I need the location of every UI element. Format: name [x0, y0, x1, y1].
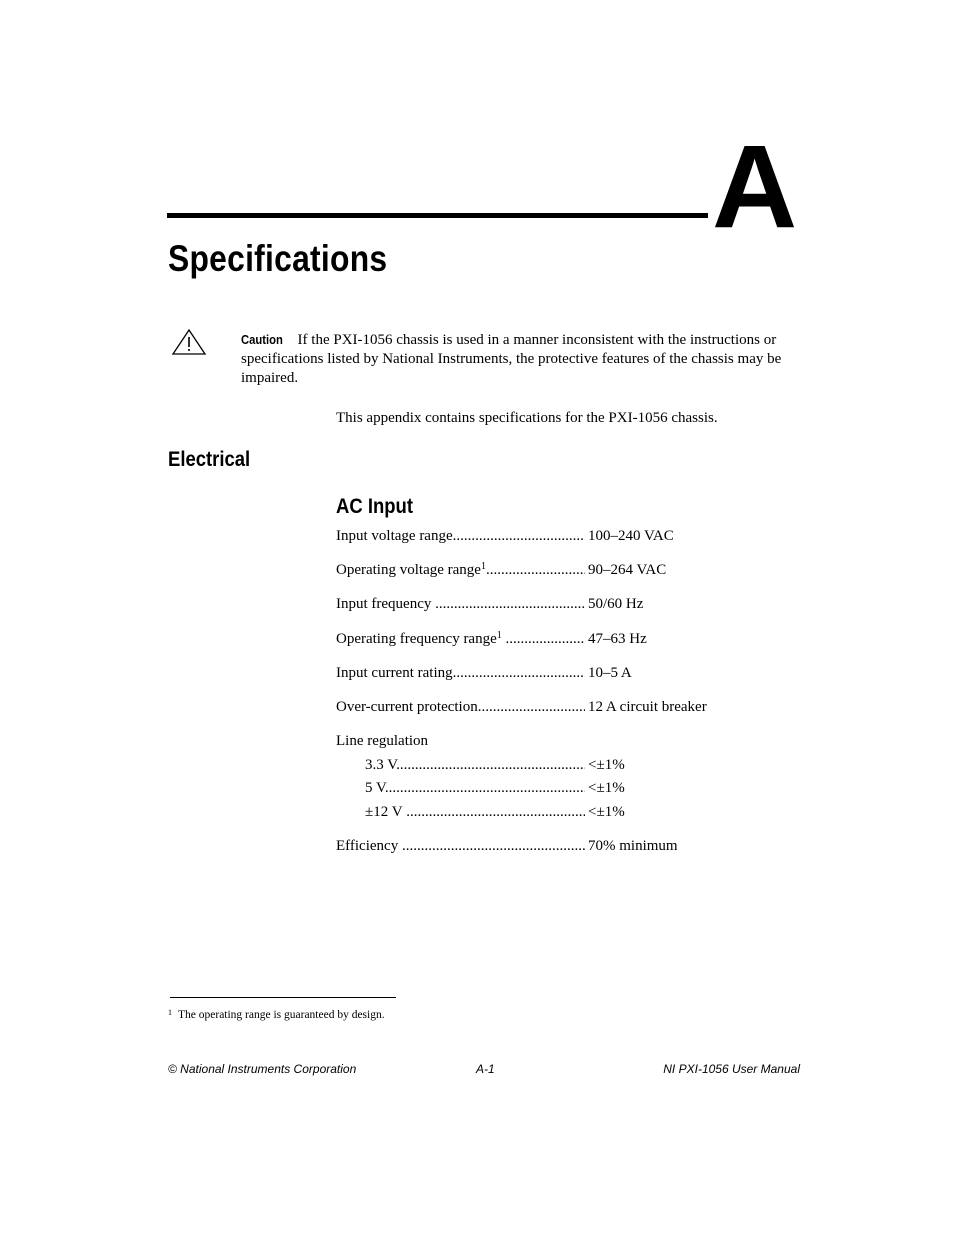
spec-label: Input current rating ..... [336, 664, 585, 683]
line-regulation-label: Line regulation [336, 733, 429, 749]
caution-body: If the PXI-1056 chassis is used in a manner inconsistent with the instructions or specifications listed by National Instruments, the protective features of the chassis may be impaired. [241, 332, 782, 386]
footnote-rule [170, 997, 396, 998]
spec-value: 100–240 VAC [588, 528, 674, 544]
footnote-ref: 1 [480, 561, 486, 572]
spec-value: 70% minimum [588, 838, 678, 854]
spec-label: Efficiency ..... [336, 837, 585, 856]
chapter-letter: A [712, 121, 798, 253]
spec-value: 50/60 Hz [588, 596, 644, 612]
spec-value: <±1% [588, 804, 625, 820]
spec-label: 5 V ..... [365, 779, 585, 798]
footnote-text: The operating range is guaranteed by design. [178, 1009, 385, 1021]
chapter-rule [167, 213, 708, 218]
caution-label: Caution [241, 333, 283, 347]
spec-value: <±1% [588, 780, 625, 796]
footer-manual-title: NI PXI-1056 User Manual [663, 1062, 800, 1076]
spec-value: <±1% [588, 757, 625, 773]
spec-label: ±12 V ..... [365, 803, 585, 822]
spec-label: Input frequency ..... [336, 595, 585, 614]
warning-triangle-icon [171, 328, 207, 356]
spec-label: Input voltage range ..... [336, 527, 585, 546]
spec-value: 10–5 A [588, 665, 632, 681]
intro-paragraph: This appendix contains specifications for the PXI-1056 chassis. [336, 410, 718, 426]
footer-page-number: A-1 [476, 1062, 495, 1076]
footer-copyright: © National Instruments Corporation [168, 1062, 357, 1076]
spec-value: 90–264 VAC [588, 562, 667, 578]
page-title: Specifications [168, 238, 388, 279]
spec-label: Operating voltage range$^1$ ..... [336, 561, 585, 580]
spec-value: 12 A circuit breaker [588, 699, 707, 715]
footnote-ref: 1 [496, 630, 502, 641]
spec-label: Operating frequency range$^1$ ..... [336, 630, 585, 649]
section-heading-electrical: Electrical [168, 448, 251, 471]
spec-label: Over-current protection ..... [336, 698, 585, 717]
spec-value: 47–63 Hz [588, 631, 647, 647]
footnote [168, 1008, 385, 1023]
spec-label: 3.3 V ..... [365, 756, 585, 775]
footnote-mark: 1 [168, 1008, 172, 1017]
subsection-heading-ac-input: AC Input [336, 495, 413, 518]
caution-note [241, 331, 801, 388]
